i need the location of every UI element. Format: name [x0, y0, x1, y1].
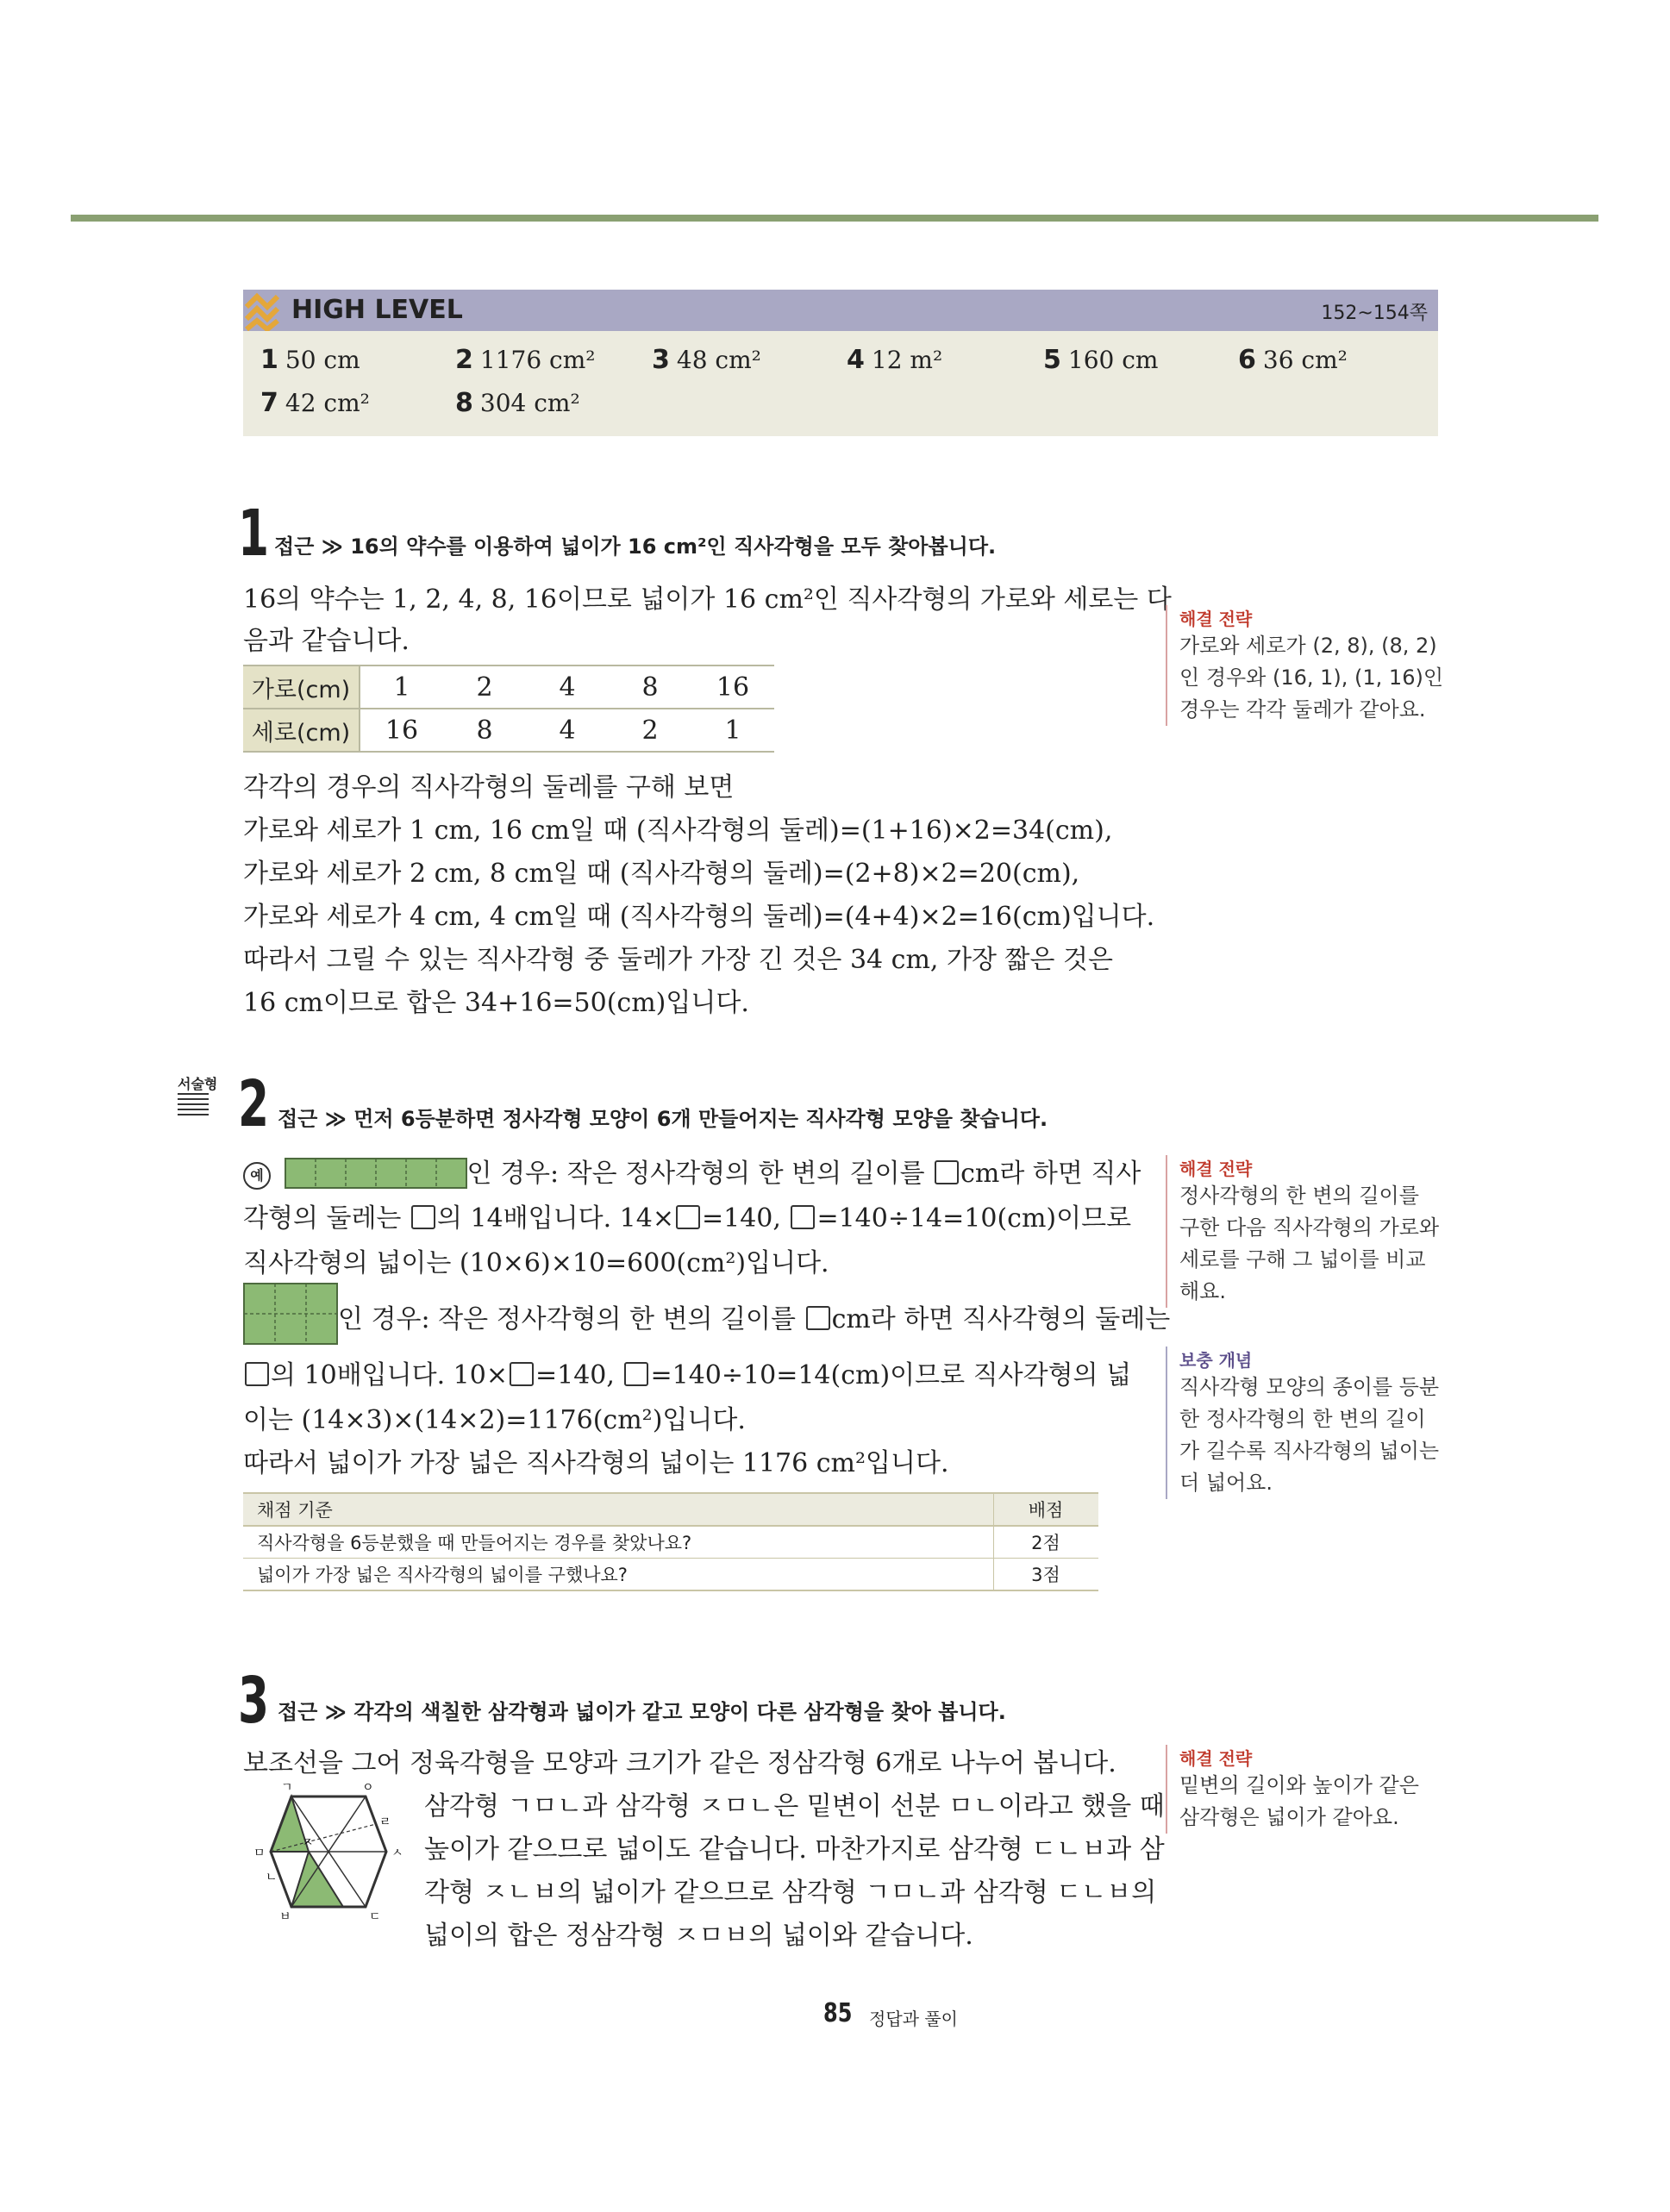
table-cell: 2	[443, 665, 526, 709]
answer-item: 2 1176 cm²	[455, 345, 596, 375]
answer-item: 8 304 cm²	[455, 388, 580, 418]
body-line: 인 경우: 작은 정사각형의 한 변의 길이를 cm라 하면 직사각형의 둘레는	[243, 1283, 1170, 1345]
blank-box	[624, 1362, 648, 1386]
answer-list	[243, 331, 1438, 436]
side-note-line: 삼각형은 넓이가 같아요.	[1179, 1805, 1399, 1829]
vertex-label: ㄹ	[379, 1815, 391, 1829]
table-cell: 1	[360, 665, 443, 709]
vertex-label: ㅂ	[279, 1910, 291, 1924]
body-line: 따라서 넓이가 가장 넓은 직사각형의 넓이는 1176 cm²입니다.	[243, 1448, 949, 1478]
body-line: 각형 ㅈㄴㅂ의 넓이가 같으므로 삼각형 ㄱㅁㄴ과 삼각형 ㄷㄴㅂ의	[424, 1878, 1157, 1908]
side-note-line: 직사각형 모양의 종이를 등분	[1179, 1375, 1440, 1399]
answer-item: 4 12 m²	[847, 345, 943, 375]
side-note-strategy	[1166, 605, 1443, 726]
dimension-table	[243, 665, 774, 753]
table-header: 세로(cm)	[243, 709, 360, 752]
body-line: 16의 약수는 1, 2, 4, 8, 16이므로 넓이가 16 cm²인 직사각형의 가로와 세로는 다	[243, 584, 1172, 615]
answer-header	[243, 290, 1438, 331]
answer-item: 6 36 cm²	[1238, 345, 1348, 375]
body-line: 이는 (14×3)×(14×2)=1176(cm²)입니다.	[243, 1405, 746, 1435]
side-note-tag: 해결 전략	[1179, 1159, 1253, 1179]
side-note-concept	[1166, 1347, 1439, 1499]
side-note-line: 해요.	[1179, 1279, 1226, 1303]
rectangle-6x1-figure	[285, 1158, 467, 1189]
table-cell: 4	[526, 665, 609, 709]
side-note-tag: 해결 전략	[1179, 1748, 1253, 1769]
vertex-label: ㅇ	[362, 1781, 374, 1795]
body-line: 의 10배입니다. 10× =140, =140÷10=14(cm)이므로 직사각형의 넓	[243, 1353, 1131, 1391]
question-number: 2	[238, 1067, 270, 1141]
body-line: 가로와 세로가 2 cm, 8 cm일 때 (직사각형의 둘레)=(2+8)×2=20(cm),	[243, 859, 1080, 889]
scoring-header: 채점 기준	[243, 1493, 994, 1526]
table-cell: 8	[443, 709, 526, 752]
answer-item: 3 48 cm²	[652, 345, 761, 375]
blank-box	[676, 1205, 700, 1229]
descriptive-label: 서술형	[178, 1076, 218, 1092]
answer-pages: 152~154쪽	[1321, 303, 1428, 324]
approach-text: 접근 ≫ 각각의 색칠한 삼각형과 넓이가 같고 모양이 다른 삼각형을 찾아 봅니다.	[278, 1700, 1006, 1724]
body-line: 가로와 세로가 4 cm, 4 cm일 때 (직사각형의 둘레)=(4+4)×2=16(cm)입니다.	[243, 902, 1155, 932]
answer-title: HIGH LEVEL	[291, 295, 463, 325]
chevron-up-icon	[243, 290, 283, 331]
table-header: 가로(cm)	[243, 665, 360, 709]
rectangle-3x2-figure	[243, 1283, 338, 1345]
body-line: 예 인 경우: 작은 정사각형의 한 변의 길이를 cm라 하면 직사	[243, 1152, 1141, 1190]
side-note-line: 정사각형의 한 변의 길이를	[1179, 1184, 1419, 1208]
table-cell: 4	[526, 709, 609, 752]
side-note-line: 가 길수록 직사각형의 넓이는	[1179, 1439, 1440, 1463]
side-note-strategy	[1166, 1155, 1439, 1308]
scoring-table	[243, 1492, 1098, 1591]
table-cell: 8	[609, 665, 691, 709]
lines-icon	[178, 1093, 209, 1119]
side-note-line: 세로를 구해 그 넓이를 비교	[1179, 1247, 1426, 1272]
scoring-points: 2점	[994, 1526, 1099, 1559]
page-footer-label: 정답과 풀이	[869, 2009, 958, 2029]
table-cell: 2	[609, 709, 691, 752]
page-number: 85	[823, 1998, 853, 2028]
body-line: 삼각형 ㄱㅁㄴ과 삼각형 ㅈㅁㄴ은 밑변이 선분 ㅁㄴ이라고 했을 때	[424, 1791, 1165, 1821]
side-note-line: 경우는 각각 둘레가 같아요.	[1179, 697, 1426, 722]
side-note-line: 밑변의 길이와 높이가 같은	[1179, 1773, 1419, 1797]
answer-item: 1 50 cm	[260, 345, 360, 375]
body-line: 직사각형의 넓이는 (10×6)×10=600(cm²)입니다.	[243, 1248, 829, 1278]
side-note-line: 한 정사각형의 한 변의 길이	[1179, 1407, 1426, 1431]
scoring-criterion: 넓이가 가장 넓은 직사각형의 넓이를 구했나요?	[243, 1559, 994, 1591]
blank-box	[411, 1205, 435, 1229]
blank-box	[510, 1362, 534, 1386]
question-number: 1	[238, 497, 270, 571]
vertex-label: ㄱ	[281, 1781, 293, 1795]
vertex-label: ㅅ	[391, 1846, 403, 1860]
blank-box	[935, 1160, 959, 1184]
blank-box	[791, 1205, 815, 1229]
approach-text: 접근 ≫ 먼저 6등분하면 정사각형 모양이 6개 만들어지는 직사각형 모양을 찾습니다.	[278, 1107, 1048, 1131]
vertex-label: ㅈ	[302, 1836, 314, 1850]
answer-item: 5 160 cm	[1043, 345, 1159, 375]
body-line: 넓이의 합은 정삼각형 ㅈㅁㅂ의 넓이와 같습니다.	[424, 1921, 973, 1951]
body-line: 높이가 같으므로 넓이도 같습니다. 마찬가지로 삼각형 ㄷㄴㅂ과 삼	[424, 1834, 1165, 1865]
body-line: 16 cm이므로 합은 34+16=50(cm)입니다.	[243, 988, 749, 1018]
answer-item: 7 42 cm²	[260, 388, 370, 418]
question-number: 3	[238, 1664, 270, 1738]
side-note-tag: 보충 개념	[1179, 1350, 1253, 1371]
approach-text: 접근 ≫ 16의 약수를 이용하여 넓이가 16 cm²인 직사각형을 모두 찾아봅니다.	[274, 534, 997, 559]
side-note-strategy	[1166, 1745, 1419, 1834]
body-line: 각형의 둘레는 의 14배입니다. 14× =140, =140÷14=10(cm)이므로	[243, 1203, 1132, 1234]
body-line: 따라서 그릴 수 있는 직사각형 중 둘레가 가장 긴 것은 34 cm, 가장 짧은 것은	[243, 945, 1113, 975]
side-note-tag: 해결 전략	[1179, 609, 1253, 629]
blank-box	[245, 1362, 269, 1386]
blank-box	[806, 1306, 830, 1330]
table-cell: 1	[691, 709, 774, 752]
body-line: 각각의 경우의 직사각형의 둘레를 구해 보면	[243, 772, 735, 803]
side-note-line: 더 넓어요.	[1179, 1471, 1273, 1495]
side-note-line: 구한 다음 직사각형의 가로와	[1179, 1215, 1440, 1240]
body-line: 가로와 세로가 1 cm, 16 cm일 때 (직사각형의 둘레)=(1+16)×2=34(cm),	[243, 815, 1113, 846]
body-line: 보조선을 그어 정육각형을 모양과 크기가 같은 정삼각형 6개로 나누어 봅니다.	[243, 1748, 1116, 1778]
table-cell: 16	[360, 709, 443, 752]
top-rule	[71, 215, 1598, 222]
hexagon-figure	[243, 1781, 416, 1924]
side-note-line: 인 경우와 (16, 1), (1, 16)인	[1179, 665, 1444, 690]
scoring-points-header: 배점	[994, 1493, 1099, 1526]
vertex-label: ㅁ	[253, 1846, 266, 1860]
scoring-criterion: 직사각형을 6등분했을 때 만들어지는 경우를 찾았나요?	[243, 1526, 994, 1559]
example-mark: 예	[243, 1162, 271, 1190]
scoring-points: 3점	[994, 1559, 1099, 1591]
side-note-line: 가로와 세로가 (2, 8), (8, 2)	[1179, 634, 1437, 658]
vertex-label: ㄷ	[369, 1910, 381, 1924]
table-cell: 16	[691, 665, 774, 709]
vertex-label: ㄴ	[266, 1871, 278, 1884]
body-line: 음과 같습니다.	[243, 626, 410, 656]
